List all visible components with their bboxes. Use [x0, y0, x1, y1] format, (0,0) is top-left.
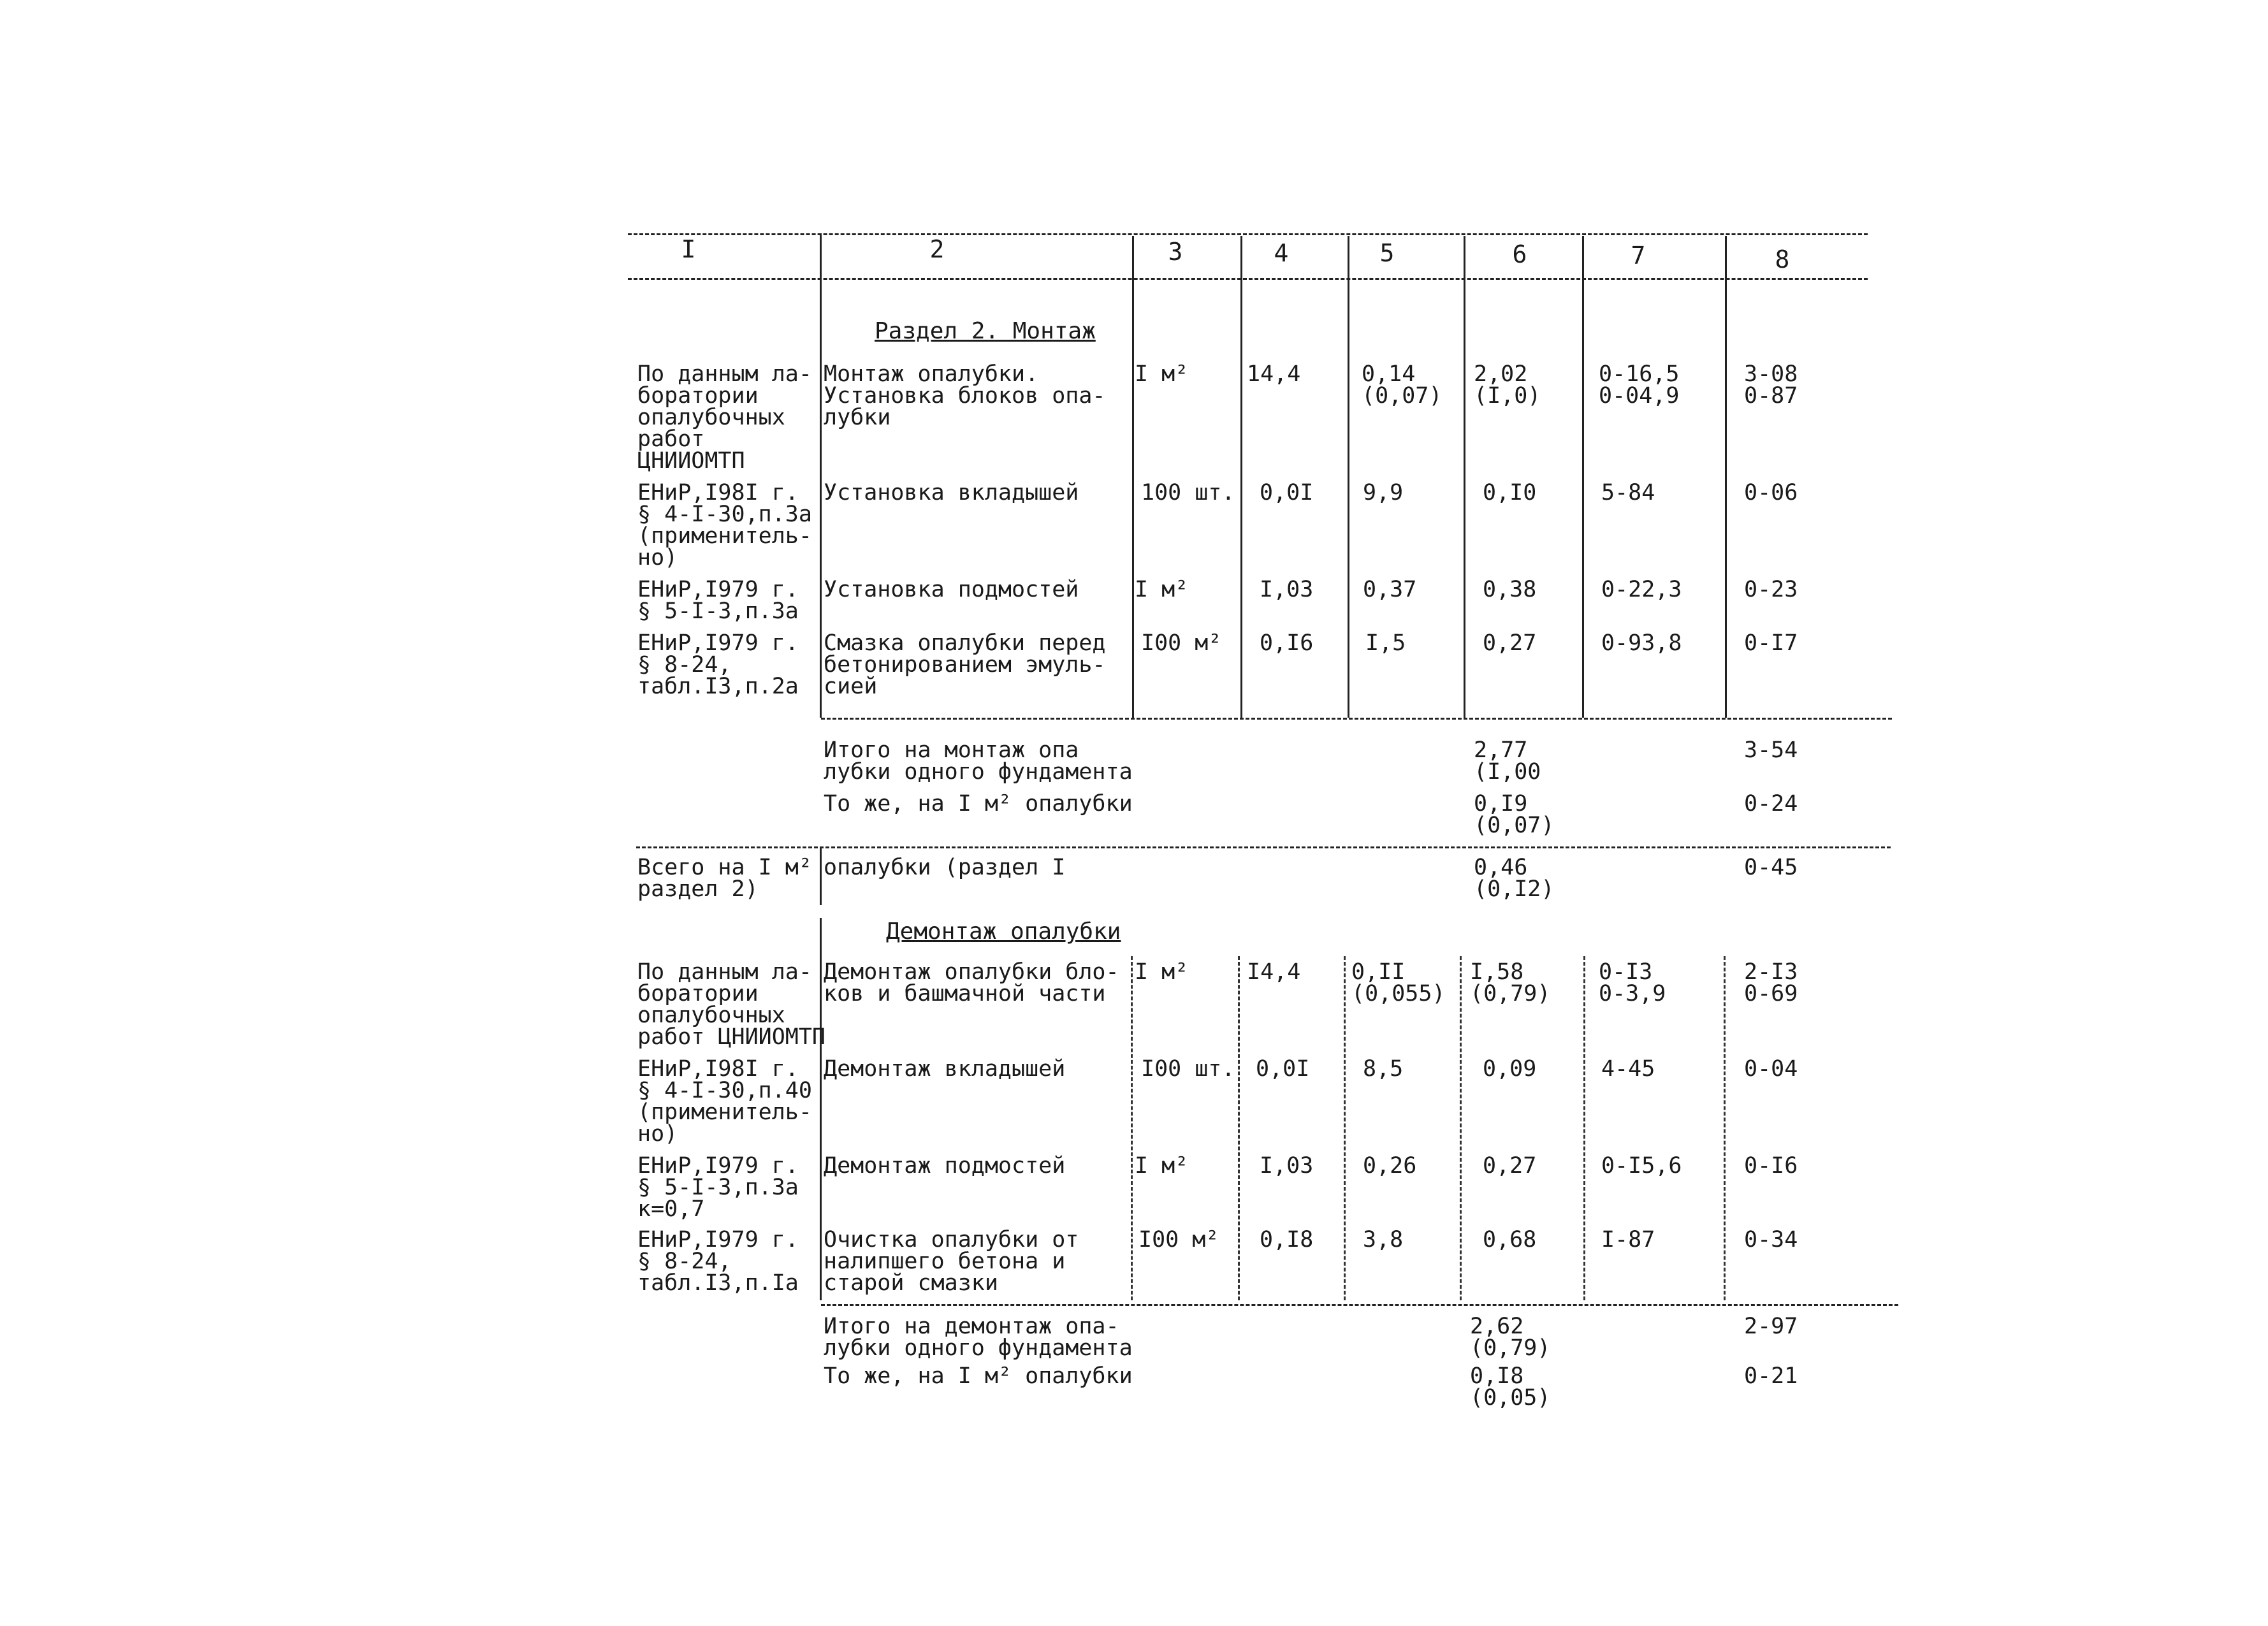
per-m2-col8: 0-21	[1744, 1363, 1798, 1389]
grand-total-col6: 0,46 (0,I2)	[1474, 855, 1555, 902]
header-vline	[1240, 236, 1242, 278]
column-divider	[1460, 956, 1462, 1300]
row-col8: 0-23	[1744, 577, 1798, 602]
column-header-8: 8	[1775, 245, 1790, 273]
row-col7: 0-22,3	[1601, 577, 1682, 602]
row-source: ЕНиР,I979 г. § 5-I-3,п.3а к=0,7	[637, 1153, 799, 1222]
grand-total-label-left: Всего на I м² раздел 2)	[637, 855, 812, 902]
total-label: Итого на демонтаж опа- лубки одного фундамента	[824, 1314, 1133, 1361]
row-col6: 0,27	[1483, 630, 1537, 656]
row-col7: 0-16,5 0-04,9	[1599, 361, 1680, 409]
row-col5: 9,9	[1363, 480, 1404, 505]
dismantle-section-title: Демонтаж опалубки	[886, 918, 1121, 945]
column-header-7: 7	[1631, 242, 1646, 270]
row-col4: I,03	[1260, 1153, 1314, 1179]
row-source: ЕНиР,I979 г. § 8-24, табл.I3,п.Iа	[637, 1227, 799, 1296]
total-col8: 2-97	[1744, 1314, 1798, 1339]
row-unit: I м²	[1135, 361, 1189, 387]
row-source: ЕНиР,I98I г. § 4-I-30,п.3а (применитель- но)	[637, 480, 812, 570]
column-divider	[1132, 278, 1134, 718]
grand-total-rule	[636, 846, 1891, 848]
row-unit: I м²	[1135, 577, 1189, 602]
header-vline	[1132, 236, 1134, 278]
header-vline	[1348, 236, 1349, 278]
row-operation: Установка подмостей	[824, 577, 1079, 602]
column-divider	[1583, 956, 1585, 1300]
row-operation: Монтаж опалубки. Установка блоков опа- лубки	[824, 361, 1106, 430]
column-divider	[1238, 956, 1240, 1300]
total-label: Итого на монтаж опа лубки одного фундамента	[824, 737, 1133, 785]
column-header-4: 4	[1274, 239, 1289, 267]
header-vline	[1464, 236, 1465, 278]
column-header-1: I	[681, 235, 696, 263]
per-m2-label: То же, на I м² опалубки	[824, 1363, 1133, 1389]
header-top-rule	[628, 233, 1868, 235]
row-col5: 3,8	[1363, 1227, 1404, 1252]
row-operation: Установка вкладышей	[824, 480, 1079, 505]
per-m2-col6: 0,I9 (0,07)	[1474, 791, 1555, 838]
row-source: ЕНиР,I979 г. § 5-I-3,п.3а	[637, 577, 799, 624]
column-header-2: 2	[929, 235, 945, 263]
column-header-3: 3	[1168, 238, 1183, 266]
column-divider	[1344, 956, 1346, 1300]
grand-total-label-right: опалубки (раздел I	[824, 855, 1066, 880]
row-col7: I-87	[1601, 1227, 1655, 1252]
row-col5: 0,26	[1363, 1153, 1417, 1179]
row-col7: 0-I5,6	[1601, 1153, 1682, 1179]
column-divider	[1582, 278, 1584, 718]
dismantle-total-rule	[821, 1304, 1898, 1306]
row-operation: Очистка опалубки от налипшего бетона и старой смазки	[824, 1227, 1079, 1296]
row-col8: 3-08 0-87	[1744, 361, 1798, 409]
row-col4: 0,0I	[1256, 1056, 1310, 1082]
row-col7: 0-93,8	[1601, 630, 1682, 656]
row-col6: 0,68	[1483, 1227, 1537, 1252]
header-vline	[820, 233, 822, 278]
row-col5: 0,14 (0,07)	[1362, 361, 1443, 409]
row-col6: I,58 (0,79)	[1470, 959, 1551, 1006]
row-col6: 0,27	[1483, 1153, 1537, 1179]
row-unit: I м²	[1135, 959, 1189, 985]
row-source: По данным ла- боратории опалубочных работ ЦНИИОМТП	[637, 959, 826, 1050]
row-col5: 0,37	[1363, 577, 1417, 602]
header-bottom-rule	[628, 278, 1868, 280]
row-unit: I00 шт.	[1141, 1056, 1235, 1082]
row-col4: 0,I8	[1260, 1227, 1314, 1252]
row-operation: Демонтаж вкладышей	[824, 1056, 1066, 1082]
row-unit: I00 м²	[1138, 1227, 1219, 1252]
row-col7: 0-I3 0-3,9	[1599, 959, 1666, 1006]
row-source: ЕНиР,I979 г. § 8-24, табл.I3,п.2а	[637, 630, 799, 699]
row-col8: 0-I6	[1744, 1153, 1798, 1179]
row-col4: 0,I6	[1260, 630, 1314, 656]
header-vline	[1582, 236, 1584, 278]
row-col5: I,5	[1365, 630, 1406, 656]
row-col8: 0-34	[1744, 1227, 1798, 1252]
per-m2-col6: 0,I8 (0,05)	[1470, 1363, 1551, 1411]
total-col6: 2,77 (I,00	[1474, 737, 1541, 785]
header-vline	[1725, 236, 1727, 278]
row-unit: I м²	[1135, 1153, 1189, 1179]
row-col4: I,03	[1260, 577, 1314, 602]
column-divider	[1131, 956, 1133, 1300]
row-col5: 8,5	[1363, 1056, 1404, 1082]
row-col6: 0,09	[1483, 1056, 1537, 1082]
row-col8: 2-I3 0-69	[1744, 959, 1798, 1006]
row-col7: 5-84	[1601, 480, 1655, 505]
row-col7: 4-45	[1601, 1056, 1655, 1082]
row-col6: 0,38	[1483, 577, 1537, 602]
row-col4: 0,0I	[1260, 480, 1314, 505]
total-col8: 3-54	[1744, 737, 1798, 763]
row-unit: 100 шт.	[1141, 480, 1235, 505]
column-divider	[1464, 278, 1465, 718]
column-divider	[820, 278, 822, 718]
row-col8: 0-06	[1744, 480, 1798, 505]
row-col6: 0,I0	[1483, 480, 1537, 505]
row-source: По данным ла- боратории опалубочных работ ЦНИИОМТП	[637, 361, 812, 474]
row-col8: 0-04	[1744, 1056, 1798, 1082]
column-header-5: 5	[1379, 239, 1395, 267]
section-2-title: Раздел 2. Монтаж	[875, 318, 1096, 344]
row-unit: I00 м²	[1141, 630, 1222, 656]
row-col6: 2,02 (I,0)	[1474, 361, 1541, 409]
row-operation: Демонтаж опалубки бло- ков и башмачной части	[824, 959, 1119, 1006]
row-operation: Смазка опалубки перед бетонированием эмуль- сией	[824, 630, 1106, 699]
total-col6: 2,62 (0,79)	[1470, 1314, 1551, 1361]
row-col5: 0,II (0,055)	[1351, 959, 1446, 1006]
per-m2-col8: 0-24	[1744, 791, 1798, 817]
column-divider	[1240, 278, 1242, 718]
column-divider	[1348, 278, 1349, 718]
row-operation: Демонтаж подмостей	[824, 1153, 1066, 1179]
column-divider	[820, 848, 822, 905]
per-m2-label: То же, на I м² опалубки	[824, 791, 1133, 817]
row-col4: 14,4	[1247, 361, 1301, 387]
column-header-6: 6	[1512, 240, 1527, 268]
section-2-total-rule	[821, 718, 1892, 720]
row-col4: I4,4	[1247, 959, 1301, 985]
column-divider	[1724, 956, 1726, 1300]
row-source: ЕНиР,I98I г. § 4-I-30,п.40 (применитель- но)	[637, 1056, 812, 1147]
grand-total-col8: 0-45	[1744, 855, 1798, 880]
row-col8: 0-I7	[1744, 630, 1798, 656]
column-divider	[1725, 278, 1727, 718]
